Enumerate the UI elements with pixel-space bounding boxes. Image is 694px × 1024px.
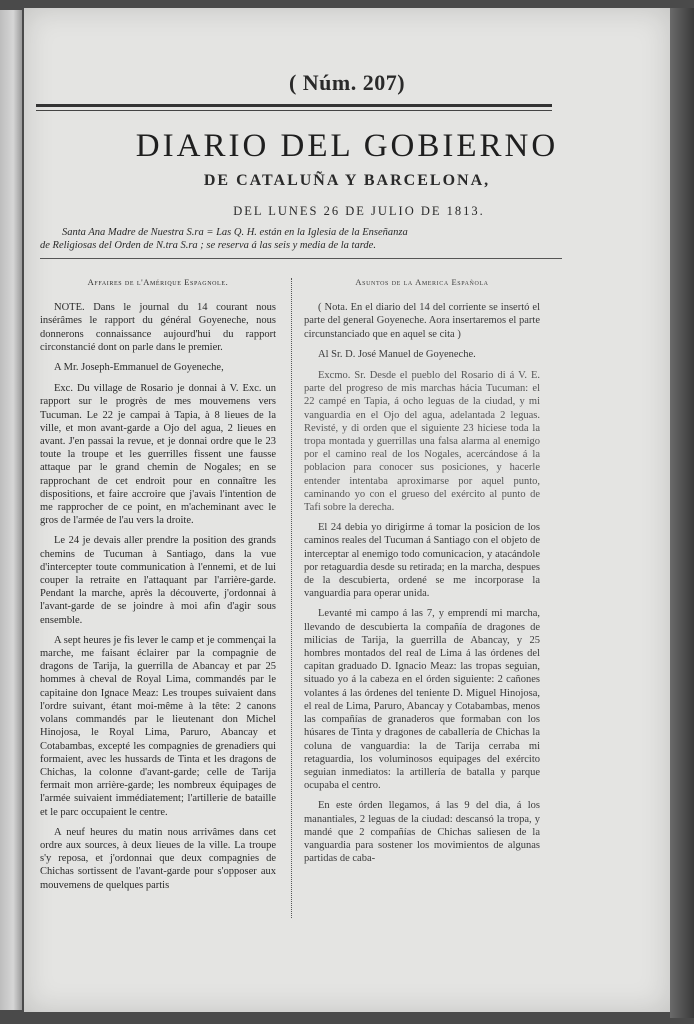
french-paragraph: A sept heures je fis lever le camp et je commençai la marche, me faisant éclairer par la compagnie de dragons de Tarija, la guerrilla de Abancay et par 25 hommes à cheval de Royal Lima, commandés par le capitaine don Ignace Meaz: Les troupes suivaient dans l'ordre suivant, étant moi-même à la tête: 2 canons volans commandés par le lieutenant don Michel Hinojosa, le Royal Lima, Paruro, Abancay et Cotabambas, excepté les compagnies de grenadiers qui formaient, avec les hussards de Tinta et les dragons de Chichas, la colonne d'avant-garde; celle de Tarija fermait mon arrière-garde; les nombreux équipages de l'armée suivaient immédiatement; l'artillerie de bataille et le parc occupaient le centre.	[40, 634, 276, 818]
spanish-note: ( Nota. En el diario del 14 del corriente se insertó el parte del general Goyeneche. Aora insertaremos el parte circunstanciado que en aquel se cita )	[304, 302, 540, 340]
french-paragraph: Exc. Du village de Rosario je donnai à V. Exc. un rapport sur le progrès de mes mouvemens vers Tucuman. Le 22 je campai à Tapia, à 8 lieues de la ville, et mon avant-garde a Ojo del agua, 2 lieues en avant. J'en passai la revue, et je donnai ordre que le 23 toute la troupe et les guerrilles fissent une fausse attaque par le grand chemin de Nogales; en se rapprochant de cet endroit pour en connaître les dispositions, et faire accroire que j'avais l'intention de me rapprocher de ce point, en m'acheminant avec le gros de l'armée de l'au vers la droite.	[40, 383, 276, 527]
spanish-column	[304, 276, 540, 872]
spanish-paragraph: Levanté mi campo á las 7, y emprendí mi marcha, llevando de descubierta la compañía de dragones de milicias de Tarija, la guerrilla de Abancay, y 25 hombres montados del real de Lima á las órdenes del capitan graduado D. Ignacio Meaz: las tropas seguian, situado yo á la cabeza en el órden siguiente: 2 cañones volantes á las órdenes del teniente D. Miguel Hinojosa, el real de Lima, Paruro, Abancay y Cotabambas, menos las compañías de granaderos que formaban con los húsares de Tinta y dragones de caballería de Chichas la coluna de vanguardia: la de Tarija cerraba mi retaguardia, los voluminosos equipages del exército seguian inmediatos: la artillería de batalla y parque ocupaba el centro.	[304, 608, 540, 792]
spanish-column-heading: Asuntos de la America Española	[355, 277, 489, 287]
notice-line-1: Santa Ana Madre de Nuestra S.ra = Las Q. H. están en la Iglesia de la Enseñanza	[62, 227, 408, 238]
spanish-paragraph: En este órden llegamos, á las 9 del dia, á los manantiales, 2 leguas de la ciudad: descansó la tropa, y mandé que 2 compañías de Chichas saliesen de la vanguardia para sostener los movimientos de algunas partidas de caba-	[304, 800, 540, 865]
masthead-rule-thick	[36, 104, 552, 107]
page-shadow	[670, 8, 694, 1018]
section-divider	[40, 258, 562, 259]
french-column-heading: Affaires de l'Amérique Espagnole.	[87, 277, 229, 287]
newspaper-subtitle: DE CATALUÑA Y BARCELONA,	[203, 172, 491, 189]
issue-date: DEL LUNES 26 DE JULIO DE 1813.	[233, 204, 485, 218]
french-paragraph: A neuf heures du matin nous arrivâmes dans cet ordre aux sources, à deux lieues de la ville. La troupe s'y reposa, et j'ordonnai que deux compagnies de Chichas sortissent de l'avant-garde pour s'opposer aux mouvemens de quelques partis	[40, 826, 276, 891]
religious-notice	[40, 226, 562, 252]
spanish-salutation: Al Sr. D. José Manuel de Goyeneche.	[318, 348, 476, 360]
column-separator	[291, 278, 292, 918]
spanish-paragraph: El 24 debia yo dirigirme á tomar la posicion de los caminos reales del Tucuman á Santiago con el objeto de interceptar al enemigo todo comunicacion, y atacándole por retaguardia desde su retirada; en la marcha, despues de la descubierta, ordené se me incorporase la vanguardia para operar unida.	[304, 522, 540, 600]
french-column	[40, 276, 276, 899]
issue-number: ( Núm. 207)	[288, 70, 406, 95]
french-salutation: A Mr. Joseph-Emmanuel de Goyeneche,	[54, 362, 224, 374]
adjacent-page-edge	[0, 10, 22, 1010]
masthead-rule-thin	[36, 110, 552, 111]
french-paragraph: Le 24 je devais aller prendre la position des grands chemins de Tucuman à Santiago, dans la vue d'intercepter toute communication à l'ennemi, et de lui couper la retraite en l'attaquant par l'arrière-garde. Pendant la marche, après la découverte, j'ordonnai à l'avant-garde de se joindre à moi afin d'agir sous ensemble.	[40, 535, 276, 626]
french-note: NOTE. Dans le journal du 14 courant nous insérâmes le rapport du général Goyeneche, nous donnerons connaissance aujourd'hui du rapport circonstancié dont on parle dans le premier.	[40, 302, 276, 353]
notice-line-2: de Religiosas del Orden de N.tra S.ra ; se reserva á las seis y media de la tarde.	[40, 240, 376, 251]
spanish-paragraph: Excmo. Sr. Desde el pueblo del Rosario di á V. E. parte del progreso de mis marchas hácia Tucuman: el 22 campé en Tapia, á ocho leguas de la ciudad, y mi vanguardia en el Ojo del agua, adelantada 2 leguas. Revisté, y di orden que el siguiente 23 hiciese toda la tropa montada y guerrillas una falsa alarma al enemigo por el camino real de los Nogales, acercándose á la poblacion para conocer sus posiciones, y hacerle entender intentaba aproximarse por aquel punto, caminando yo con el grueso del exército al punto de Tafi sobre la derecha.	[304, 370, 540, 514]
newspaper-title: DIARIO DEL GOBIERNO	[135, 128, 559, 164]
newspaper-page	[24, 8, 670, 1012]
